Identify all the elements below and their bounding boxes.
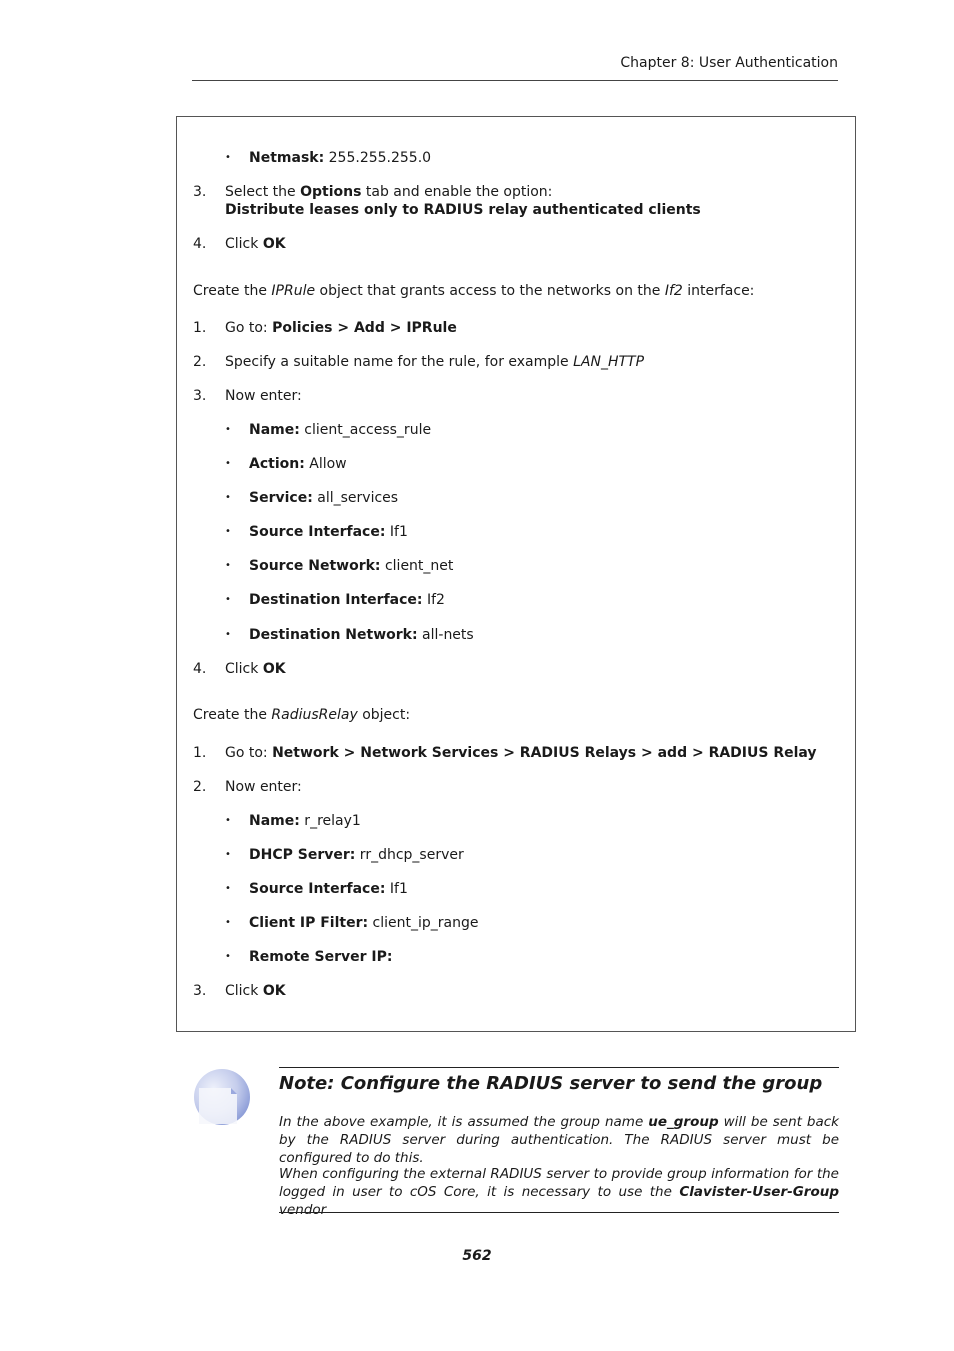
- field-label: Name:: [249, 813, 300, 829]
- step-text: Click: [225, 661, 263, 677]
- field-value: client_ip_range: [368, 915, 479, 931]
- bullet-marker: •: [225, 883, 231, 894]
- example-box: [176, 116, 856, 1032]
- field-value: If1: [385, 881, 408, 897]
- bullet-marker: •: [225, 629, 231, 640]
- bullet-marker: •: [225, 951, 231, 962]
- intro-text: object:: [357, 707, 411, 723]
- field-label: Source Interface:: [249, 881, 386, 897]
- note-icon: [193, 1068, 251, 1126]
- note-divider-top: [279, 1067, 839, 1068]
- step-number: 4.: [193, 236, 207, 252]
- step-text: Go to:: [225, 320, 273, 336]
- field-label: Service:: [249, 490, 313, 506]
- field-label: Name:: [249, 422, 300, 438]
- step-text: Select the: [225, 184, 301, 200]
- bullet-marker: •: [225, 458, 231, 469]
- note-text: In the above example, it is assumed the group name: [279, 1114, 649, 1130]
- note-text: vendor: [279, 1202, 327, 1218]
- note-title: Note: Configure the RADIUS server to send the group: [279, 1073, 823, 1094]
- vendor-attribute: Clavister-User-Group: [679, 1184, 839, 1200]
- field-label: Source Interface:: [249, 524, 386, 540]
- intro-text: interface:: [682, 283, 755, 299]
- step-text: Specify a suitable name for the rule, for example: [225, 354, 574, 370]
- step-number: 3.: [193, 184, 207, 200]
- field-label: Remote Server IP:: [249, 949, 393, 965]
- step-number: 1.: [193, 320, 207, 336]
- bullet-marker: •: [225, 526, 231, 537]
- step-text: tab and enable the option:: [361, 184, 553, 200]
- field-value: If2: [422, 592, 445, 608]
- options-tab-label: Options: [300, 184, 362, 200]
- bullet-marker: •: [225, 152, 231, 163]
- field-value: If1: [385, 524, 408, 540]
- note-divider-bottom: [279, 1212, 839, 1213]
- step-text: Now enter:: [225, 779, 302, 795]
- intro-text: Create the: [193, 283, 272, 299]
- ok-label: OK: [262, 983, 286, 999]
- field-label: Client IP Filter:: [249, 915, 369, 931]
- note-paragraph-2: [279, 1165, 839, 1219]
- step-number: 3.: [193, 983, 207, 999]
- field-label: Action:: [249, 456, 305, 472]
- bullet-marker: •: [225, 560, 231, 571]
- example-name: LAN_HTTP: [573, 354, 645, 370]
- field-value: rr_dhcp_server: [355, 847, 464, 863]
- field-value: r_relay1: [299, 813, 361, 829]
- bullet-marker: •: [225, 424, 231, 435]
- field-label: Destination Network:: [249, 627, 418, 643]
- bullet-marker: •: [225, 815, 231, 826]
- step-number: 1.: [193, 745, 207, 761]
- field-value: all-nets: [417, 627, 474, 643]
- step-text: Click: [225, 983, 263, 999]
- field-label: DHCP Server:: [249, 847, 356, 863]
- iprule-term: IPRule: [271, 283, 316, 299]
- step-number: 4.: [193, 661, 207, 677]
- radiusrelay-term: RadiusRelay: [271, 707, 358, 723]
- step-text: Now enter:: [225, 388, 302, 404]
- field-value: Allow: [304, 456, 347, 472]
- step-text: Go to:: [225, 745, 273, 761]
- field-label: Destination Interface:: [249, 592, 423, 608]
- netmask-label: Netmask:: [249, 150, 325, 166]
- field-value: client_net: [380, 558, 454, 574]
- interface-term: If2: [664, 283, 683, 299]
- note-text: will be sent back by the RADIUS server during authentication. The RADIUS server must be configured to do this.: [279, 1114, 839, 1166]
- page-number: 562: [462, 1248, 492, 1264]
- note-paragraph-1: [279, 1113, 839, 1167]
- ok-label: OK: [262, 236, 286, 252]
- note-text: When configuring the external RADIUS server to provide group information for the logged in user to cOS Core, it is necessary to use the: [279, 1166, 839, 1200]
- chapter-title: Chapter 8: User Authentication: [620, 55, 838, 71]
- netmask-value: 255.255.255.0: [328, 150, 432, 166]
- menu-path: Network > Network Services > RADIUS Relays > add > RADIUS Relay: [272, 745, 817, 761]
- intro-text: object that grants access to the networks on the: [315, 283, 665, 299]
- menu-path: Policies > Add > IPRule: [272, 320, 457, 336]
- bullet-marker: •: [225, 492, 231, 503]
- bullet-marker: •: [225, 849, 231, 860]
- step-text: Click: [225, 236, 263, 252]
- ok-label: OK: [262, 661, 286, 677]
- field-value: all_services: [312, 490, 399, 506]
- step-number: 2.: [193, 779, 207, 795]
- header-divider: [192, 80, 838, 81]
- bullet-marker: •: [225, 594, 231, 605]
- step-number: 3.: [193, 388, 207, 404]
- group-name: ue_group: [648, 1114, 719, 1130]
- bullet-marker: •: [225, 917, 231, 928]
- field-value: client_access_rule: [299, 422, 432, 438]
- distribute-leases-option: Distribute leases only to RADIUS relay authenticated clients: [225, 202, 701, 218]
- step-number: 2.: [193, 354, 207, 370]
- intro-text: Create the: [193, 707, 272, 723]
- field-label: Source Network:: [249, 558, 381, 574]
